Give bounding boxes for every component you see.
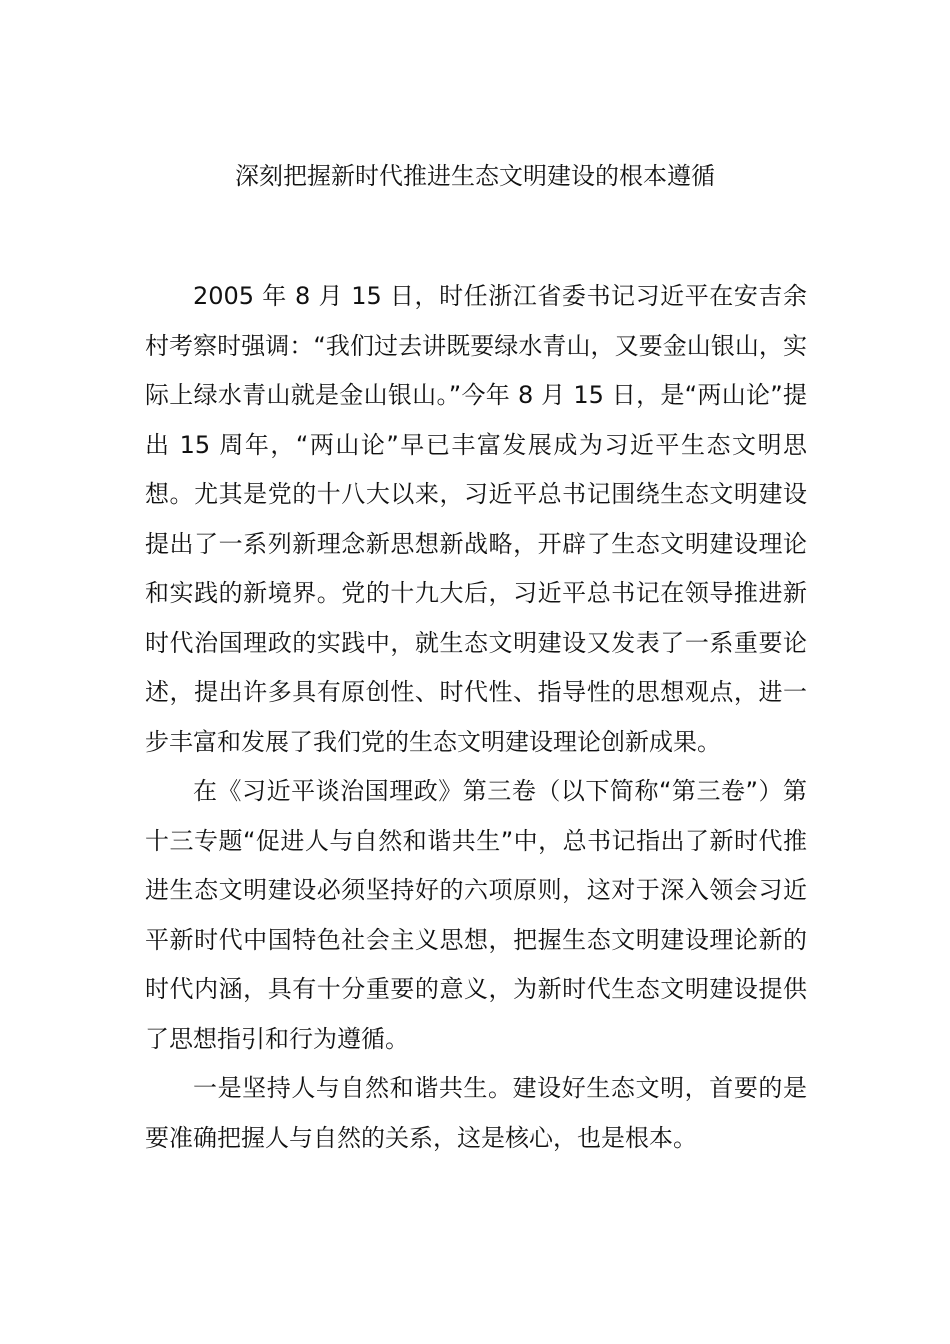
- document-title: 深刻把握新时代推进生态文明建设的根本遵循: [235, 162, 715, 190]
- paragraph-1: 2005 年 8 月 15 日，时任浙江省委书记习近平在安吉余村考察时强调：“我们过去讲既要绿水青山，又要金山银山，实际上绿水青山就是金山银山。”今年 8 月 15 日，是“两山论”提出 15 周年，“两山论”早已丰富发展成为习近平生态文明思想。尤其是党的十八大以来，习近平总书记围绕生态文明建设提出了一系列新理念新思想新战略，开辟了生态文明建设理论和实践的新境界。党的十九大后，习近平总书记在领导推进新时代治国理政的实践中，就生态文明建设又发表了一系重要论述，提出许多具有原创性、时代性、指导性的思想观点，进一步丰富和发展了我们党的生态文明建设理论创新成果。: [145, 282, 807, 756]
- paragraph-2: 在《习近平谈治国理政》第三卷（以下简称“第三卷”）第十三专题“促进人与自然和谐共生”中，总书记指出了新时代推进生态文明建设必须坚持好的六项原则，这对于深入领会习近平新时代中国特色社会主义思想，把握生态文明建设理论新的时代内涵，具有十分重要的意义，为新时代生态文明建设提供了思想指引和行为遵循。: [145, 777, 807, 1053]
- paragraph-3: 一是坚持人与自然和谐共生。建设好生态文明，首要的是要准确把握人与自然的关系，这是核心，也是根本。: [145, 1074, 807, 1152]
- document-body: [145, 272, 807, 1163]
